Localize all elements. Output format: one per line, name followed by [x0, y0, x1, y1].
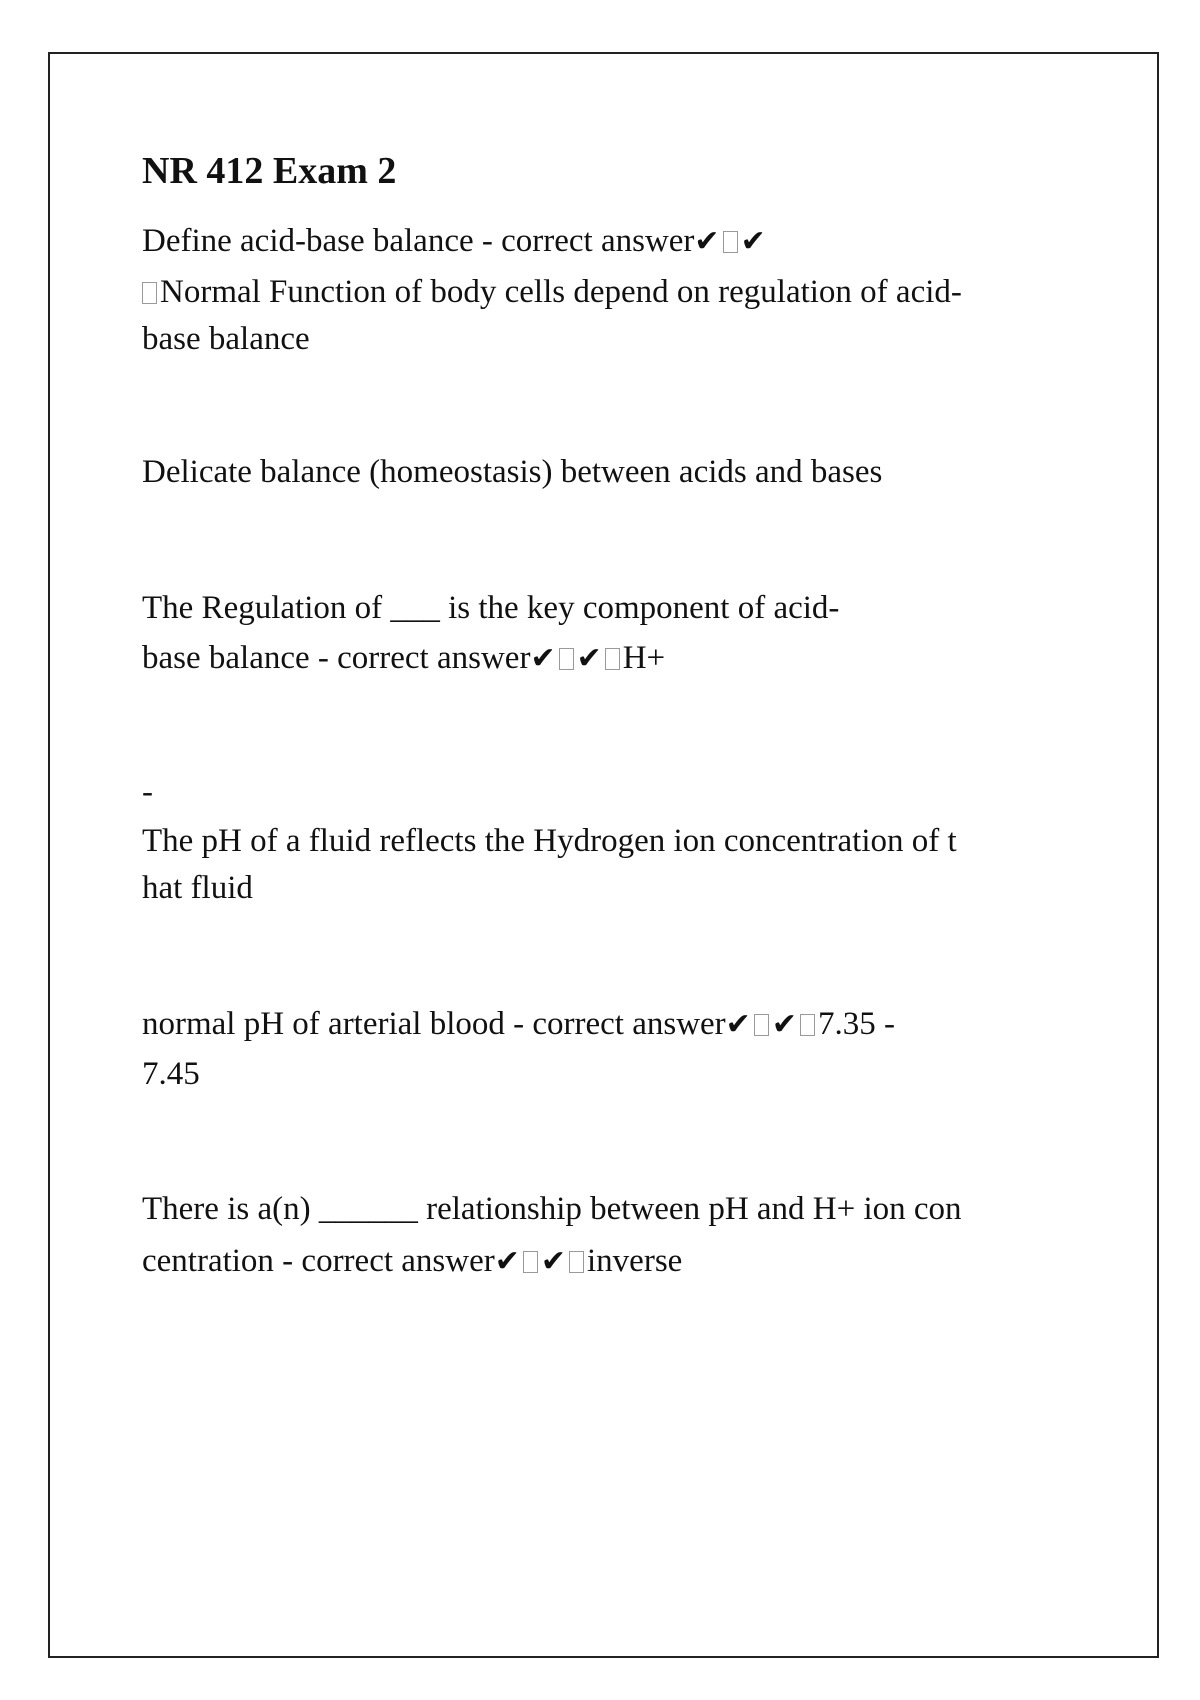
check-mark-icon: ✔ — [494, 1244, 520, 1279]
flashcard-3-line-2 — [142, 642, 665, 675]
flashcard-4-line-3: hat fluid — [142, 870, 253, 906]
flashcard-5-question: normal pH of arterial blood - correct answer — [142, 1006, 726, 1042]
missing-glyph-box-icon — [523, 1251, 538, 1273]
check-mark-icon: ✔ — [725, 1007, 751, 1042]
document-title: NR 412 Exam 2 — [142, 150, 397, 192]
missing-glyph-box-icon — [142, 282, 157, 304]
missing-glyph-box-icon — [569, 1251, 584, 1273]
flashcard-6-question: centration - correct answer — [142, 1243, 495, 1279]
check-mark-icon: ✔ — [740, 224, 766, 259]
check-mark-icon: ✔ — [771, 1007, 797, 1042]
flashcard-1-answer: Normal Function of body cells depend on regulation of acid- — [160, 274, 962, 310]
flashcard-3-line-1: The Regulation of ___ is the key component of acid- — [142, 590, 840, 626]
flashcard-1-line-1 — [142, 225, 766, 258]
flashcard-5-line-1 — [142, 1008, 895, 1041]
flashcard-6-answer: inverse — [587, 1243, 683, 1279]
flashcard-3-question: base balance - correct answer — [142, 640, 531, 676]
missing-glyph-box-icon — [754, 1014, 769, 1036]
check-mark-icon: ✔ — [576, 641, 602, 676]
flashcard-6-line-2 — [142, 1245, 682, 1278]
flashcard-4-line-2: The pH of a fluid reflects the Hydrogen ion concentration of t — [142, 823, 957, 859]
missing-glyph-box-icon — [800, 1014, 815, 1036]
flashcard-1-question: Define acid-base balance - correct answer — [142, 223, 695, 259]
missing-glyph-box-icon — [723, 231, 738, 253]
check-mark-icon: ✔ — [540, 1244, 567, 1279]
check-mark-icon: ✔ — [694, 224, 720, 259]
missing-glyph-box-icon — [605, 648, 620, 670]
missing-glyph-box-icon — [559, 648, 574, 670]
flashcard-2-line-1: Delicate balance (homeostasis) between acids and bases — [142, 454, 883, 490]
flashcard-3-answer: H+ — [622, 640, 666, 676]
flashcard-4-line-1: - — [142, 774, 153, 810]
flashcard-5-line-2: 7.45 — [142, 1056, 200, 1092]
flashcard-1-line-2 — [142, 276, 962, 309]
flashcard-5-answer: 7.35 - — [817, 1006, 895, 1042]
flashcard-6-line-1: There is a(n) ______ relationship between pH and H+ ion con — [142, 1191, 962, 1227]
flashcard-1-line-3: base balance — [142, 321, 310, 357]
check-mark-icon: ✔ — [530, 641, 556, 676]
